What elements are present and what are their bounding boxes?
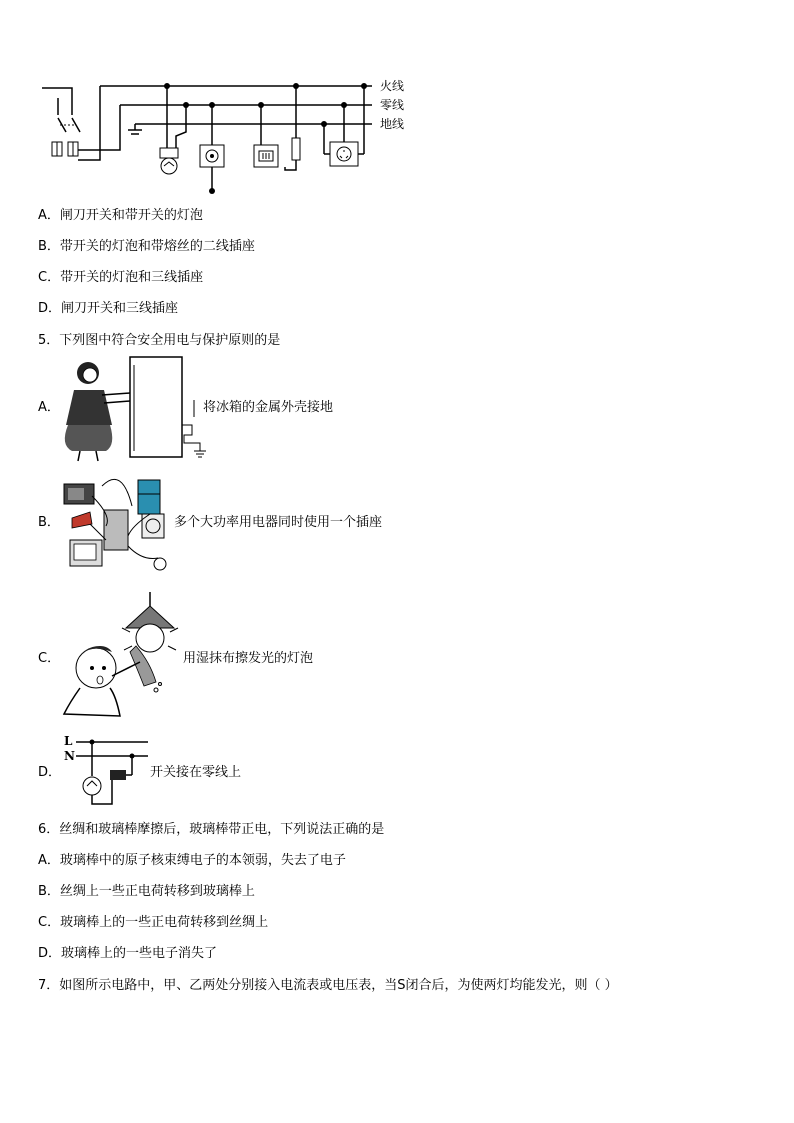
- q5-option-b-text: 多个大功率用电器同时使用一个插座: [174, 515, 383, 530]
- live-wire-label: 火线: [380, 79, 405, 93]
- q4-option-c: C．带开关的灯泡和三线插座: [38, 270, 204, 285]
- q4-option-a: A．闸刀开关和带开关的灯泡: [38, 208, 203, 223]
- switched-lamp-symbol: [160, 83, 189, 174]
- q5-option-d-label: D．: [38, 765, 62, 780]
- switch-on-neutral-diagram: [60, 732, 152, 812]
- two-pin-socket-symbol: [200, 102, 224, 194]
- q6-option-a: A．玻璃棒中的原子核束缚电子的本领弱，失去了电子: [38, 853, 346, 868]
- household-circuit-diagram: [0, 70, 794, 200]
- q6-option-c: C．玻璃棒上的一些正电荷转移到丝绸上: [38, 915, 269, 930]
- q5-option-c-label: C．: [38, 651, 61, 666]
- q7-stem: 7．如图所示电路中，甲、乙两处分别接入电流表或电压表，当S闭合后，为使两灯均能发光，则（ ）: [38, 978, 618, 993]
- q4-option-d: D．闸刀开关和三线插座: [38, 301, 179, 316]
- earth-ground-icon: [128, 124, 142, 134]
- q5-option-a-label: A．: [38, 400, 60, 415]
- neutral-line-label: N: [64, 749, 75, 763]
- q4-option-b: B．带开关的灯泡和带熔丝的二线插座: [38, 239, 255, 254]
- earth-wire-label: 地线: [380, 117, 405, 131]
- girl-touching-fridge-image: [60, 355, 205, 463]
- fused-socket-symbol: [254, 83, 300, 170]
- q5-stem: 5．下列图中符合安全用电与保护原则的是: [38, 333, 281, 348]
- q6-option-b: B．丝绸上一些正电荷转移到玻璃棒上: [38, 884, 255, 899]
- boy-wiping-lamp-image: [60, 592, 184, 722]
- knife-switch-symbol: [42, 86, 120, 160]
- live-line-label: L: [64, 734, 73, 748]
- q5-option-c-text: 用湿抹布擦发光的灯泡: [183, 651, 314, 666]
- q6-option-d: D．玻璃棒上的一些电子消失了: [38, 946, 218, 961]
- q5-option-b-label: B．: [38, 515, 60, 530]
- q6-stem: 6．丝绸和玻璃棒摩擦后，玻璃棒带正电，下列说法正确的是: [38, 822, 385, 837]
- q5-option-d-text: 开关接在零线上: [150, 765, 242, 780]
- q5-option-a-text: 将冰箱的金属外壳接地: [203, 400, 334, 415]
- neutral-wire-label: 零线: [380, 98, 405, 112]
- overloaded-socket-image: [62, 466, 174, 576]
